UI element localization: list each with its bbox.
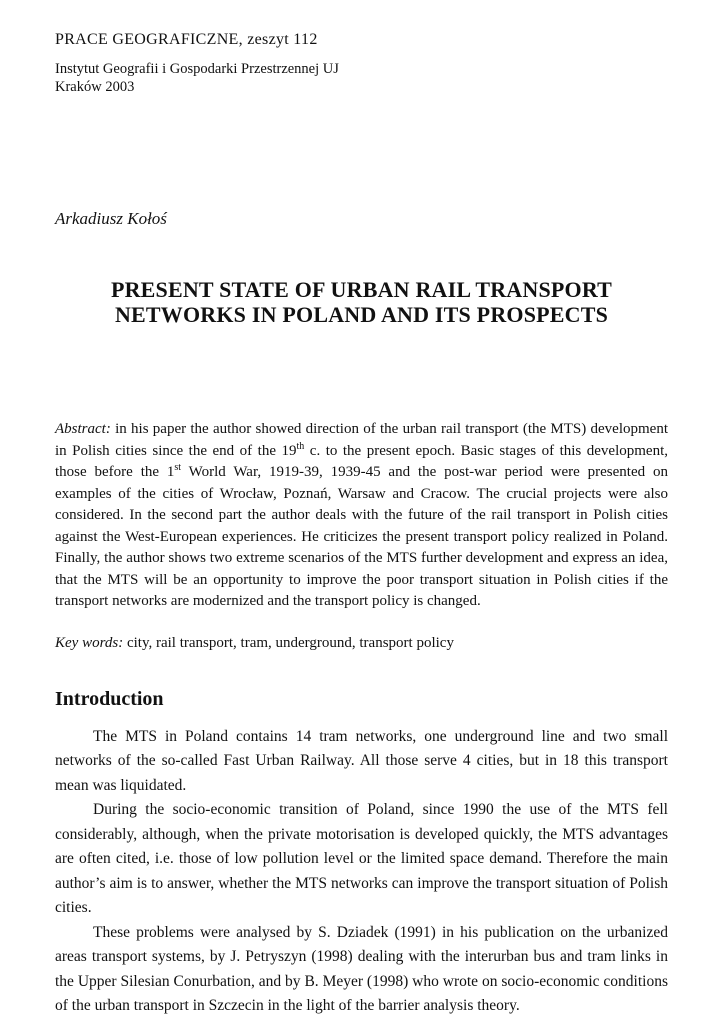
abstract-label: Abstract: [55,421,111,437]
abstract-superscript-th: th [296,440,305,452]
abstract-superscript-st: st [174,462,182,473]
abstract-text-1: in his paper the author showed direction of the urban rail transport (the MTS) development in Polish cities since the end of the 19 [55,421,668,459]
author-name: Arkadiusz Kołoś [55,209,167,228]
article-title-line-1: PRESENT STATE OF URBAN RAIL TRANSPORT [110,277,613,302]
introduction-body [55,725,668,1019]
article-title [55,277,668,327]
journal-header [55,30,668,96]
abstract-text-2: c. to the present epoch. Basic stages of this development, those before the 1 [55,442,668,480]
institute-line: Instytut Geografii i Gospodarki Przestrzennej UJ [55,61,339,77]
intro-paragraph-1: The MTS in Poland contains 14 tram networks, one underground line and two small networks of the so-called Fast Urban Railway. All those serve 4 cities, but in 18 this transport mean was liquidated. [55,727,668,794]
keywords-text: city, rail transport, tram, underground, transport policy [126,634,454,651]
intro-paragraph-3: These problems were analysed by S. Dziadek (1991) in his publication on the urbanized areas transport systems, by J. Petryszyn (1998) dealing with the interurban bus and tram links in the Upper Silesian Conurbation, and by B. Meyer (1998) who wrote on socio-economic conditions of the urban transport in Szczecin in the light of the barrier analysis theory. [55,923,668,1014]
journal-series-line: PRACE GEOGRAFICZNE, zeszyt 112 [55,31,318,48]
keywords-line [55,634,668,653]
section-heading-introduction: Introduction [55,687,164,710]
keywords-label: Key words: [55,634,124,651]
abstract-text-3: World War, 1919-39, 1939-45 and the post-war period were presented on examples of the cities of Wrocław, Poznań, Warsaw and Cracow. The crucial projects were also considered. In the second part the author deals with the future of the rail transport in Polish cities against the West-European experiences. He criticizes the present transport policy realized in Poland. Finally, the author shows two extreme scenarios of the MTS further development and express an idea, that the MTS will be an opportunity to improve the poor transport situation in Polish cities if the transport networks are modernized and the transport policy is changed. [55,464,668,609]
intro-paragraph-2: During the socio-economic transition of Poland, since 1990 the use of the MTS fell considerably, although, when the private motorisation is developed quickly, the MTS advantages are often cited, i.e. those of low pollution level or the limited space demand. Therefore the main author’s aim is to answer, whether the MTS networks can improve the transport situation of Polish cities. [55,801,668,916]
city-year-line: Kraków 2003 [55,79,135,95]
article-title-line-2: NETWORKS IN POLAND AND ITS PROSPECTS [114,302,609,327]
abstract-paragraph [55,419,668,613]
